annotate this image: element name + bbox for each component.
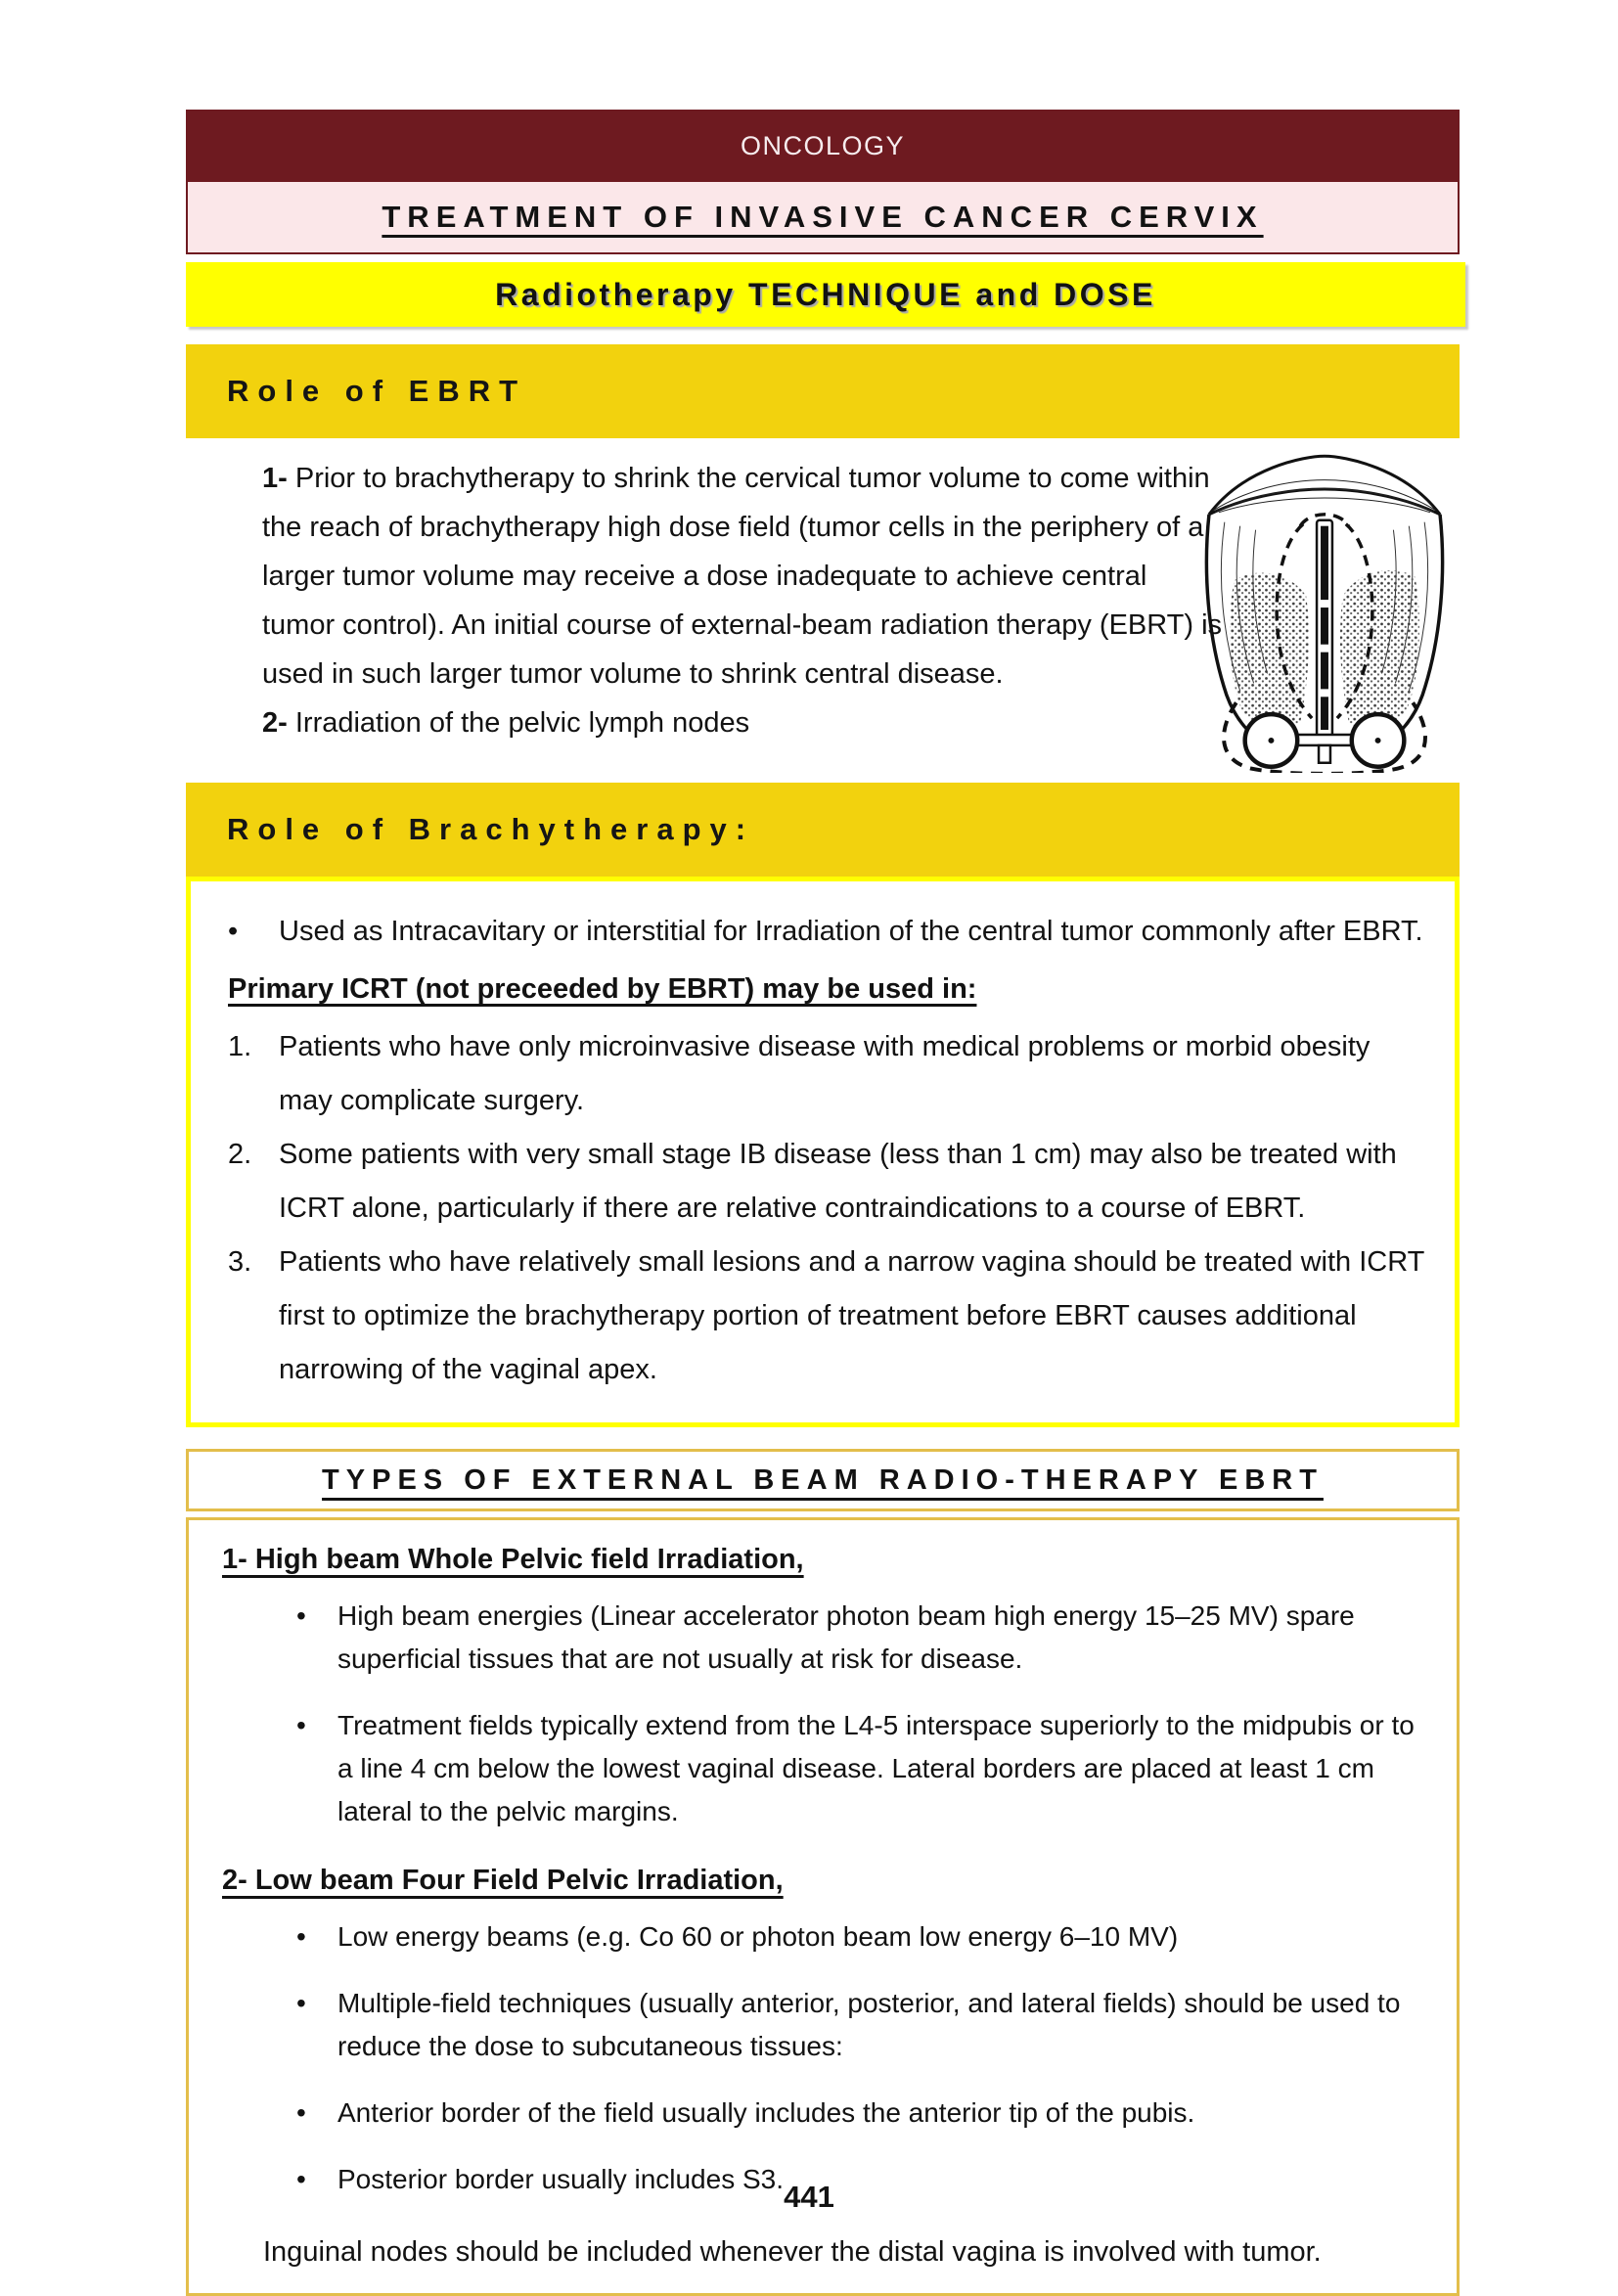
brachy-numbered-2-number: 2.: [228, 1139, 252, 1170]
uterus-brachytherapy-illustration: [1203, 452, 1446, 773]
ebrt-item-2: [262, 698, 1226, 747]
bullet-icon: [296, 1915, 337, 1958]
types-group-1-bullet-2: [296, 1704, 1427, 1833]
oncology-header-bar: [186, 110, 1460, 182]
types-group-2-bullet-4-text: Posterior border usually includes S3.: [337, 2164, 785, 2194]
ebrt-section-heading-bar: [186, 344, 1460, 438]
bullet-icon: [228, 905, 279, 959]
brachy-numbered-1-number: 1.: [228, 1031, 252, 1062]
ebrt-item-1: [262, 454, 1226, 698]
types-group-1-bullet-2-text: Treatment fields typically extend from the L4-5 interspace superiorly to the midpubis or to a line 4 cm below the lowest vaginal disease. Lateral borders are placed at least 1 cm lateral to the pelvic margins.: [337, 1710, 1415, 1826]
brachytherapy-box: [186, 877, 1460, 1427]
brachy-numbered-1: [228, 1020, 1425, 1128]
types-group-2-bullet-3-text: Anterior border of the field usually includes the anterior tip of the pubis.: [337, 2097, 1195, 2128]
brachy-bullet-1: [228, 905, 1425, 959]
brachytherapy-section-heading-bar: [186, 783, 1460, 877]
ebrt-section: [186, 438, 1460, 783]
bullet-icon: [296, 1704, 337, 1833]
ebrt-item-1-number: 1-: [262, 463, 288, 494]
primary-icrt-subheading: Primary ICRT (not preceeded by EBRT) may be used in:: [228, 973, 977, 1005]
brachytherapy-section-heading: Role of Brachytherapy:: [227, 812, 755, 846]
brachy-numbered-3-text: Patients who have relatively small lesions and a narrow vagina should be treated with ICRT first to optimize the brachytherapy portion of treatment before EBRT causes additional narrowing of the vaginal apex.: [279, 1246, 1424, 1385]
brachy-numbered-3: [228, 1236, 1425, 1397]
types-footer-note: Inguinal nodes should be included whenever the distal vagina is involved with tumor.: [263, 2236, 1322, 2268]
brachy-bullet-1-text: Used as Intracavitary or interstitial for Irradiation of the central tumor commonly after EBRT.: [279, 916, 1423, 947]
brachy-numbered-3-number: 3.: [228, 1246, 252, 1278]
subtitle-bar: [186, 262, 1465, 327]
page-title: TREATMENT OF INVASIVE CANCER CERVIX: [382, 200, 1264, 234]
types-group-2-bullet-1: [296, 1915, 1427, 1958]
ebrt-section-heading: Role of EBRT: [227, 374, 527, 408]
ebrt-text: [262, 454, 1226, 747]
types-group-2-bullet-1-text: Low energy beams (e.g. Co 60 or photon beam low energy 6–10 MV): [337, 1921, 1179, 1952]
bullet-icon: [296, 1595, 337, 1681]
oncology-kicker: ONCOLOGY: [740, 130, 906, 160]
bullet-icon: [296, 2092, 337, 2135]
ebrt-item-2-text: Irradiation of the pelvic lymph nodes: [287, 707, 750, 739]
ebrt-item-2-number: 2-: [262, 707, 288, 739]
brachy-numbered-1-text: Patients who have only microinvasive disease with medical problems or morbid obesity may complicate surgery.: [279, 1031, 1371, 1116]
ebrt-item-1-text: Prior to brachytherapy to shrink the cervical tumor volume to come within the reach of brachytherapy high dose field (tumor cells in the periphery of a larger tumor volume may receive a dose inadequate to achieve central tumor control). An initial course of external-beam radiation therapy (EBRT) is used in such larger tumor volume to shrink central disease.: [262, 463, 1223, 690]
types-group-2-bullet-2-text: Multiple-field techniques (usually anterior, posterior, and lateral fields) should be used to reduce the dose to subcutaneous tissues:: [337, 1988, 1401, 2061]
bullet-icon: [296, 1982, 337, 2068]
types-group-2-bullet-3: [296, 2092, 1427, 2135]
brachy-numbered-2: [228, 1128, 1425, 1236]
types-heading-box: [186, 1449, 1460, 1511]
types-group-2-bullet-2: [296, 1982, 1427, 2068]
page-subtitle: Radiotherapy TECHNIQUE and DOSE: [495, 276, 1156, 312]
types-group-1-bullet-1-text: High beam energies (Linear accelerator photon beam high energy 15–25 MV) spare superficial tissues that are not usually at risk for disease.: [337, 1600, 1355, 1674]
types-group-1-bullet-1: [296, 1595, 1427, 1681]
types-group-1-title: 1- High beam Whole Pelvic field Irradiation,: [222, 1544, 804, 1575]
brachy-numbered-2-text: Some patients with very small stage IB disease (less than 1 cm) may also be treated with ICRT alone, particularly if there are relative contraindications to a course of EBRT.: [279, 1139, 1397, 1224]
types-group-2-title: 2- Low beam Four Field Pelvic Irradiation,: [222, 1865, 784, 1896]
page-content: [186, 110, 1460, 2296]
page-number: 441: [784, 2180, 834, 2214]
title-bar: [186, 182, 1460, 254]
types-heading: TYPES OF EXTERNAL BEAM RADIO-THERAPY EBRT: [322, 1463, 1324, 1496]
